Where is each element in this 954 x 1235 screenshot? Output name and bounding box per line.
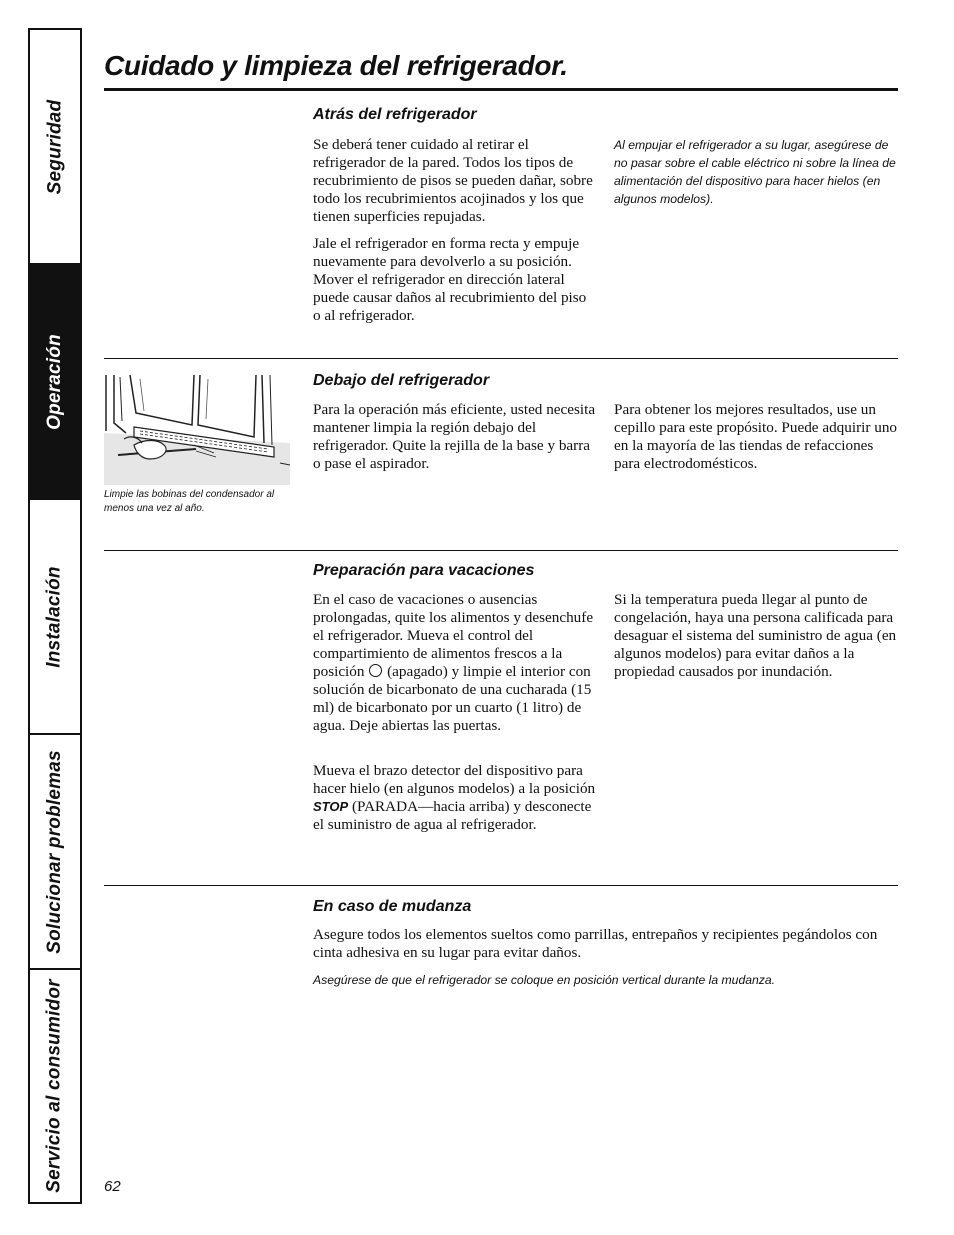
section-vacation-paragraph-1: [313, 591, 597, 735]
tab-solucionar-problemas[interactable]: [30, 735, 80, 970]
section-vacation-right-paragraph: Si la temperatura pueda llegar al punto de congelación, haya una persona calificada para desaguar el sistema del suministro de agua (en algunos modelos) para evitar daños a la propiedad causados por inundación.: [614, 591, 897, 680]
condenser-cleaning-illustration: [104, 373, 290, 485]
tab-instalacion[interactable]: [30, 500, 80, 735]
section-moving-heading: En caso de mudanza: [313, 898, 472, 915]
title-rule: [104, 88, 898, 91]
tab-servicio-al-consumidor-label: Servicio al consumidor: [44, 979, 65, 1193]
page-number: 62: [104, 1178, 121, 1195]
tab-servicio-al-consumidor[interactable]: [30, 970, 80, 1202]
section-underneath-right-paragraph: Para obtener los mejores resultados, use un cepillo para este propósito. Puede adquirir uno en la mayoría de las tiendas de refacciones para electrodomésticos.: [614, 401, 898, 472]
tab-operacion-label: Operación: [44, 333, 65, 430]
page-title: Cuidado y limpieza del refrigerador.: [104, 50, 568, 81]
section-underneath-left-paragraph: Para la operación más eficiente, usted necesita mantener limpia la región debajo del refrigerador. Quite la rejilla de la base y barra o pase el aspirador.: [313, 401, 596, 472]
tab-seguridad[interactable]: [30, 30, 80, 265]
section-behind-note: Al empujar el refrigerador a su lugar, asegúrese de no pasar sobre el cable eléctrico ni sobre la línea de alimentación del dispositivo para hacer hielos (en algunos modelos).: [614, 138, 896, 206]
vacation-p1-text-a: En el caso de vacaciones o ausencias prolongadas, quite los alimentos y desenchufe el refrigerador. Mueva el control del compartimiento de alimentos frescos a la posición: [313, 591, 594, 680]
vacation-p2-text-b: (PARADA—hacia arriba) y desconecte el suministro de agua al refrigerador.: [313, 798, 592, 833]
illustration-caption: Limpie las bobinas del condensador al menos una vez al año.: [104, 489, 275, 514]
section-divider: [104, 358, 898, 359]
section-vacation-heading: Preparación para vacaciones: [313, 562, 535, 579]
vacation-p2-text-a: Mueva el brazo detector del dispositivo para hacer hielo (en algunos modelos) a la posición: [313, 762, 596, 797]
tab-operacion[interactable]: [30, 265, 80, 500]
section-divider: [104, 885, 898, 886]
tab-solucionar-problemas-label: Solucionar problemas: [44, 749, 66, 954]
stop-label: STOP: [313, 799, 349, 814]
section-vacation-paragraph-2: [313, 762, 597, 834]
side-tab-bar: [28, 28, 82, 1204]
off-circle-icon: [369, 664, 382, 677]
section-behind-heading: Atrás del refrigerador: [313, 106, 477, 123]
vacation-p1-text-b: (apagado) y limpie el interior con solución de bicarbonato de una cucharada (15 ml) de bicarbonato por un cuarto (1 litro) de agua. Deje abiertas las puertas.: [313, 663, 592, 734]
tab-instalacion-label: Instalación: [44, 565, 66, 668]
section-underneath-heading: Debajo del refrigerador: [313, 372, 490, 389]
tab-seguridad-label: Seguridad: [44, 99, 65, 194]
section-behind-paragraph-2: Jale el refrigerador en forma recta y empuje nuevamente para devolverlo a su posición. Mover el refrigerador en dirección lateral puede causar daños al recubrimiento del piso o al refrigerador.: [313, 235, 587, 324]
section-behind-paragraph-1: Se deberá tener cuidado al retirar el refrigerador de la pared. Todos los tipos de recubrimiento de pisos se pueden dañar, sobre todo los recubrimientos acojinados y los que tienen superficies repujadas.: [313, 136, 593, 225]
section-divider: [104, 550, 898, 551]
section-moving-note: Asegúrese de que el refrigerador se coloque en posición vertical durante la mudanza.: [313, 973, 776, 987]
section-moving-paragraph: Asegure todos los elementos sueltos como parrillas, entrepaños y recipientes pegándolos con cinta adhesiva en su lugar para evitar daños.: [313, 926, 878, 961]
